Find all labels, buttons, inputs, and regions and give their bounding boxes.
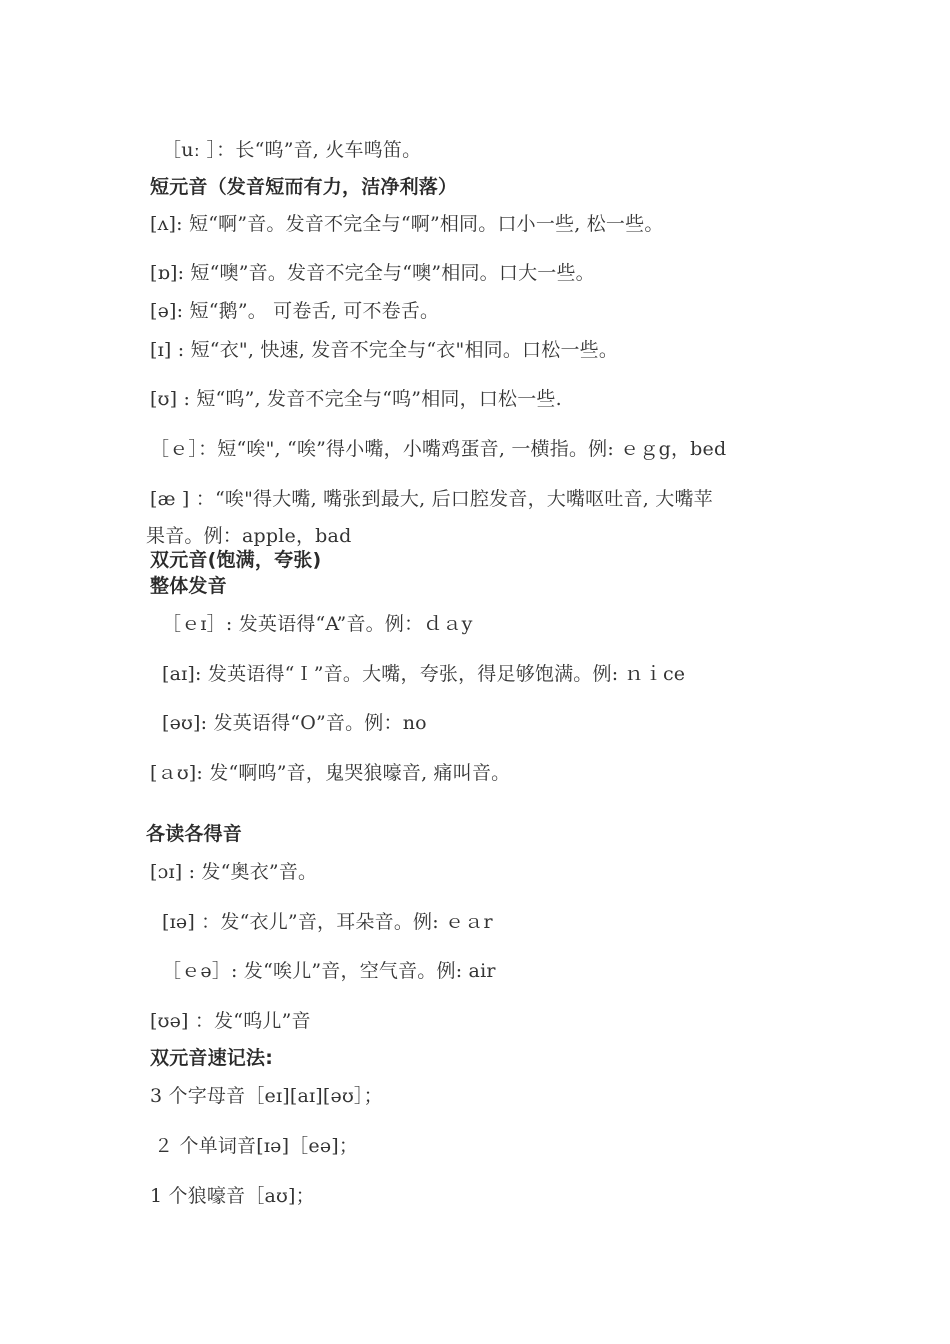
diphthong-oi-line: [ɔɪ] : 发“奥衣”音。 [150, 861, 318, 883]
diphthongs-heading: 双元音(饱满，夸张) [150, 549, 322, 571]
vowel-o-short-line: [ɒ]: 短“噢”音。发音不完全与“噢”相同。口大一些。 [150, 262, 595, 284]
mnemonic-howl-sound: 1 个狼嚎音［aʊ]； [150, 1185, 315, 1207]
vowel-u-long-line: ［uː ］：长“呜”音, 火车鸣笛。 [162, 139, 422, 161]
vowel-wedge-line: [ʌ]: 短“啊”音。发音不完全与“啊”相同。口小一些, 松一些。 [150, 213, 664, 235]
short-vowels-heading: 短元音（发音短而有力，洁净利落） [150, 176, 458, 198]
vowel-schwa-line: [ə]: 短“鹅”。 可卷舌, 可不卷舌。 [150, 300, 440, 322]
diphthong-ua-line: [ʊə] ：发“呜儿”音 [150, 1010, 311, 1032]
vowel-e-line: ［ｅ］：短“唉", “唉”得小嘴，小嘴鸡蛋音, 一横指。例: ｅｇg，bed [150, 438, 727, 460]
separate-sounds-heading: 各读各得音 [146, 823, 243, 845]
mnemonic-letter-sounds: 3 个字母音［eɪ][aɪ][əʊ］； [150, 1085, 383, 1107]
diphthong-ei-line: ［ｅɪ］: 发英语得“A”音。例：ｄａy [162, 613, 473, 635]
diphthong-au-line: [ａʊ]: 发“啊呜”音，鬼哭狼嚎音, 痛叫音。 [150, 762, 511, 784]
diphthong-ai-line: [aɪ]: 发英语得“Ｉ”音。大嘴，夸张，得足够饱满。例: ｎｉce [162, 663, 686, 685]
diphthong-ea-line: ［ｅə］: 发“唉儿”音，空气音。例: air [162, 960, 496, 982]
vowel-u-short-line: [ʊ] : 短“呜”, 发音不完全与“呜”相同，口松一些. [150, 388, 562, 410]
mnemonic-word-sounds: ２ 个单词音[ɪə]［eə]； [154, 1135, 359, 1157]
vowel-i-short-line: [ɪ] : 短“衣", 快速, 发音不完全与“衣"相同。口松一些。 [150, 339, 619, 361]
whole-pronunciation-heading: 整体发音 [150, 575, 227, 597]
mnemonic-heading: 双元音速记法: [150, 1047, 273, 1069]
vowel-ae-line-continued: 果音。例：apple，bad [146, 525, 352, 547]
diphthong-ie-line: [ɪə] ：发“衣儿”音，耳朵音。例: ｅａr [162, 911, 493, 933]
vowel-ae-line: [æ ] ：“唉"得大嘴, 嘴张到最大, 后口腔发音，大嘴呕吐音, 大嘴苹 [150, 488, 713, 510]
diphthong-ou-line: [əʊ]: 发英语得“O”音。例：no [162, 712, 427, 734]
